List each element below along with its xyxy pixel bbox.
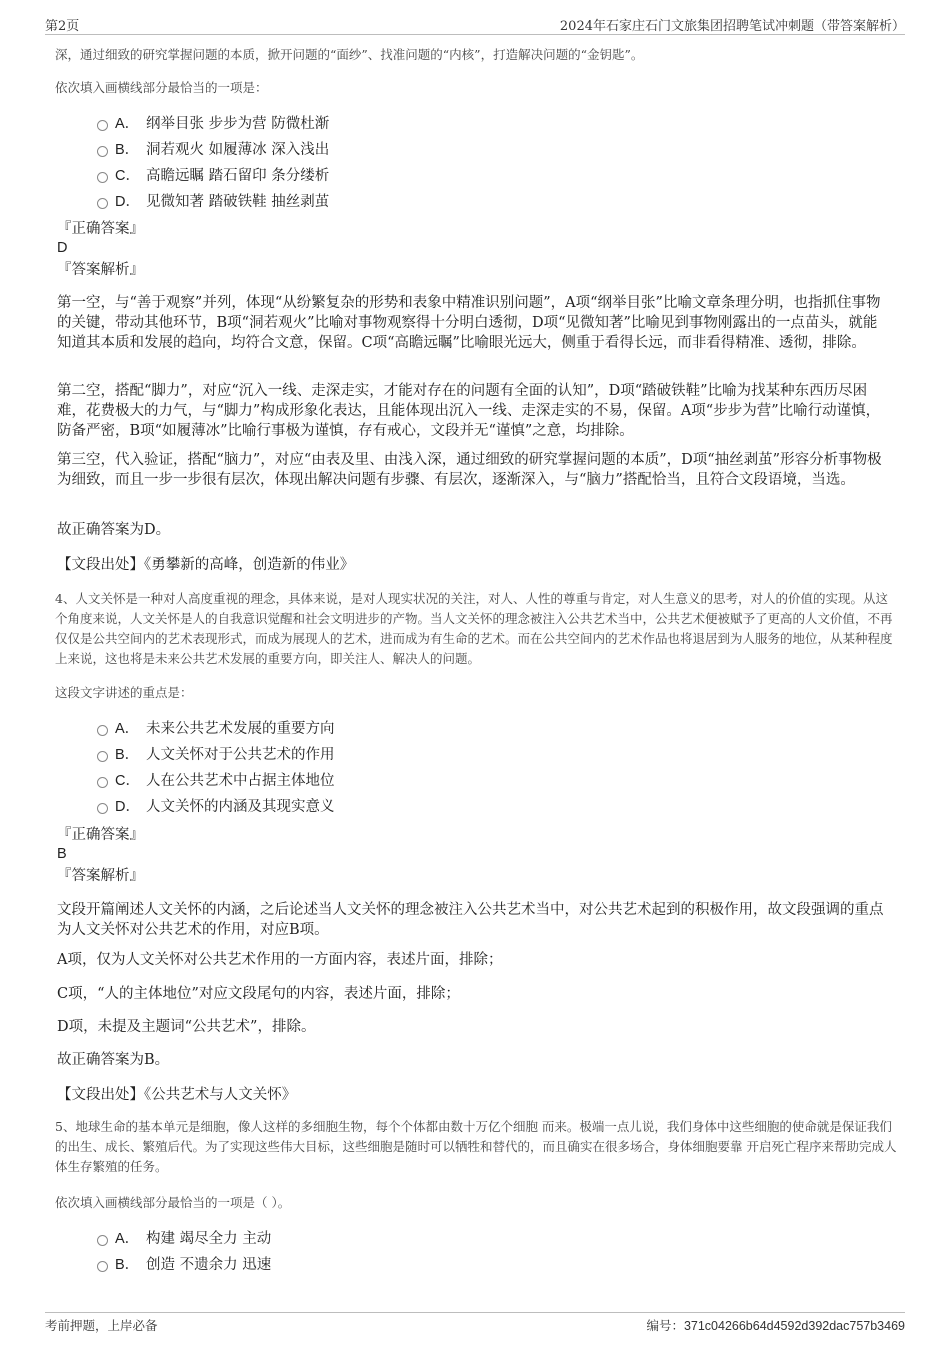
q4-prompt: 这段文字讲述的重点是： — [55, 685, 193, 700]
radio-icon[interactable] — [97, 120, 108, 131]
page-number: 第2页 — [45, 19, 80, 34]
q3-prompt: 依次填入画横线部分最恰当的一项是： — [55, 80, 268, 95]
document-title: 2024年石家庄石门文旅集团招聘笔试冲刺题（带答案解析） — [559, 19, 905, 34]
q4-source: 【文段出处】《公共艺术与人文关怀》 — [57, 1087, 297, 1103]
q3-analysis-2: 第二空，搭配“脚力”，对应“沉入一线、走深走实，才能对存在的问题有全面的认知”，D项“踏破铁鞋”比喻为找某种东西历尽困难，花费极大的力气，与“脚力”构成形象化表达，且能体现出沉入一线、走深走实的不易，保留。A项“步步为营”比喻行动谨慎，防备严密，B项“如履薄冰”比喻行事极为谨慎，存有戒心，文段并无“谨慎”之意，均排除。 — [57, 383, 881, 439]
q4-analysis-4: D项，未提及主题词“公共艺术”，排除。 — [57, 1019, 316, 1035]
radio-icon[interactable] — [97, 1235, 108, 1246]
q3-analysis-label: 『答案解析』 — [57, 262, 144, 278]
q4-answer-label: 『正确答案』 — [57, 827, 144, 843]
q3-option-c[interactable]: C． 高瞻远瞩 踏石留印 条分缕析 — [97, 166, 329, 186]
q3-source: 【文段出处】《勇攀新的高峰，创造新的伟业》 — [57, 557, 355, 573]
q3-analysis-3: 第三空，代入验证，搭配“脑力”，对应“由表及里、由浅入深，通过细致的研究掌握问题的本质”，D项“抽丝剥茧”形容分析事物极为细致，而且一步一步很有层次，体现出解决问题有步骤、有层次，逐渐深入，与“脑力”搭配恰当，且符合文段语境，当选。 — [57, 452, 882, 488]
q4-analysis-3: C项，“人的主体地位”对应文段尾句的内容，表述片面，排除； — [57, 986, 460, 1002]
radio-icon[interactable] — [97, 198, 108, 209]
q3-analysis-4: 故正确答案为D。 — [57, 522, 171, 538]
q4-option-b[interactable]: B． 人文关怀对于公共艺术的作用 — [97, 745, 335, 765]
document-code: 编号：371c04266b64d4592d392dac757b3469 — [646, 1319, 905, 1333]
q3-answer-label: 『正确答案』 — [57, 221, 144, 237]
page-footer — [45, 1312, 905, 1337]
q4-answer: B — [57, 846, 67, 862]
radio-icon[interactable] — [97, 146, 108, 157]
radio-icon[interactable] — [97, 1261, 108, 1272]
q3-option-b[interactable]: B． 洞若观火 如履薄冰 深入浅出 — [97, 140, 329, 160]
q3-option-d[interactable]: D． 见微知著 踏破铁鞋 抽丝剥茧 — [97, 192, 329, 212]
radio-icon[interactable] — [97, 751, 108, 762]
radio-icon[interactable] — [97, 172, 108, 183]
q3-answer: D — [57, 240, 68, 256]
q4-analysis-1: 文段开篇阐述人文关怀的内涵，之后论述当人文关怀的理念被注入公共艺术当中，对公共艺术起到的积极作用，故文段强调的重点为人文关怀对公共艺术的作用，对应B项。 — [57, 902, 884, 938]
footer-slogan: 考前押题，上岸必备 — [45, 1318, 158, 1333]
q5-passage: 5、地球生命的基本单元是细胞，像人这样的多细胞生物，每个个体都由数十万亿个细胞 而来。极端一点儿说，我们身体中这些细胞的使命就是保证我们的出生、成长、繁殖后代。为了实现这些伟大目标，这些细胞是随时可以牺牲和替代的，而且确实在很多场合，身体细胞要靠 开启死亡程序来帮助完成人体生存繁殖的任务。 — [55, 1119, 897, 1174]
q4-analysis-5: 故正确答案为B。 — [57, 1052, 170, 1068]
q4-option-d[interactable]: D． 人文关怀的内涵及其现实意义 — [97, 797, 335, 817]
q3-option-a[interactable]: A． 纲举目张 步步为营 防微杜渐 — [97, 114, 329, 134]
q4-analysis-2: A项，仅为人文关怀对公共艺术作用的一方面内容，表述片面，排除； — [57, 952, 503, 968]
radio-icon[interactable] — [97, 777, 108, 788]
q3-passage-tail: 深，通过细致的研究掌握问题的本质，掀开问题的“面纱”、找准问题的“内核”，打造解决问题的“金钥匙”。 — [55, 47, 644, 62]
q5-option-a[interactable]: A． 构建 竭尽全力 主动 — [97, 1229, 271, 1249]
q4-passage: 4、人文关怀是一种对人高度重视的理念，具体来说，是对人现实状况的关注，对人、人性的尊重与肯定，对人生意义的思考，对人的价值的实现。从这个角度来说，人文关怀是人的自我意识觉醒和社会文明进步的产物。当人文关怀的理念被注入公共艺术当中，公共艺术便被赋予了更高的人文价值，不再仅仅是公共空间内的艺术表现形式，而成为展现人的艺术，进而成为有生命的艺术。而在公共空间内的艺术作品也将退居到为人服务的地位，从某种程度上来说，这也将是未来公共艺术发展的重要方向，即关注人、解决人的问题。 — [55, 591, 893, 666]
q5-prompt: 依次填入画横线部分最恰当的一项是（ ）。 — [55, 1195, 291, 1210]
q3-analysis-1: 第一空，与“善于观察”并列，体现“从纷繁复杂的形势和表象中精准识别问题”，A项“纲举目张”比喻文章条理分明，也指抓住事物的关键，带动其他环节，B项“洞若观火”比喻对事物观察得十分明白透彻，D项“见微知著”比喻见到事物刚露出的一点苗头，就能知道其本质和发展的趋向，均符合文意，保留。C项“高瞻远瞩”比喻眼光远大，侧重于看得长远，而非看得精准、透彻，排除。 — [57, 295, 881, 351]
q4-option-c[interactable]: C． 人在公共艺术中占据主体地位 — [97, 771, 335, 791]
q4-option-a[interactable]: A． 未来公共艺术发展的重要方向 — [97, 719, 335, 739]
radio-icon[interactable] — [97, 803, 108, 814]
page-header — [45, 12, 905, 35]
radio-icon[interactable] — [97, 725, 108, 736]
q4-analysis-label: 『答案解析』 — [57, 868, 144, 884]
q5-option-b[interactable]: B． 创造 不遗余力 迅速 — [97, 1255, 271, 1275]
